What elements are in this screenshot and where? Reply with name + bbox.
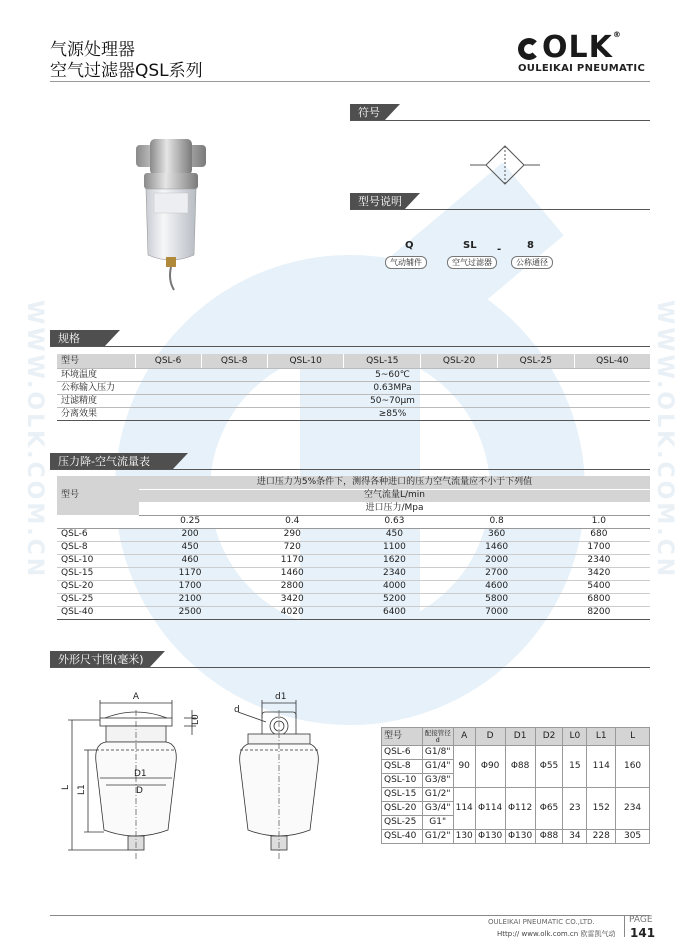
table-row [382,788,650,802]
spec-header-cell: QSL-40 [574,354,650,368]
flow-value: 1170 [241,554,343,567]
spec-row-value: ≥85% [135,407,650,420]
dim-value-l: 234 [616,788,650,830]
dim-value-l0: 34 [563,830,587,844]
dim-value-a: 90 [453,746,475,788]
flow-value: 5200 [343,593,445,606]
dim-model: QSL-8 [382,760,423,774]
section-tab-spec [50,330,120,347]
dim-value-d: Φ114 [475,788,505,830]
page-title [50,40,203,82]
dim-header-cell: 型号 [382,728,423,746]
page-title-line2: 空气过滤器QSL系列 [50,61,203,81]
flow-model: QSL-10 [57,554,139,567]
flow-value: 3420 [241,593,343,606]
section-spec-title: 规格 [58,332,80,345]
brand-reg: ® [612,30,622,39]
dim-port: G1/2" [422,830,453,844]
footer-divider [50,915,650,916]
flow-value: 1700 [548,541,650,554]
flow-value: 450 [343,528,445,541]
section-tab-flow [50,453,188,470]
flow-value: 1100 [343,541,445,554]
flow-value: 2500 [139,606,241,619]
dim-model: QSL-40 [382,830,423,844]
dim-label-a: A [132,692,140,702]
spec-header-cell: QSL-6 [135,354,201,368]
flow-value: 1700 [139,580,241,593]
dim-value-d2: Φ55 [535,746,563,788]
flow-model: QSL-6 [57,528,139,541]
model-code-part: Q [405,240,414,251]
front-view-drawing [60,690,210,870]
spec-row-value: 5~60℃ [135,368,650,381]
dim-header-cell: D [475,728,505,746]
dim-port: G1" [422,816,453,830]
flow-unit: 空气流量L/min [139,489,650,502]
side-view-drawing [230,690,320,870]
dimension-table [381,727,650,844]
model-code-label: 公称通径 [511,256,553,269]
page-number: 141 [630,926,656,940]
flow-model-header: 型号 [57,476,139,515]
spec-header-cell: QSL-10 [267,354,344,368]
dim-value-l1: 152 [587,788,616,830]
table-row [57,580,650,593]
header-divider [50,81,650,82]
section-model-rule [350,209,650,210]
spec-row-label: 公称输入压力 [57,381,135,394]
dim-model: QSL-10 [382,774,423,788]
dim-value-d2: Φ88 [535,830,563,844]
dim-header-cell: A [453,728,475,746]
dim-header-cell: L0 [563,728,587,746]
section-flow-rule [50,469,650,470]
flow-value: 5800 [446,593,548,606]
dim-value-d: Φ130 [475,830,505,844]
watermark-text-right: WWW.OLK.COM.CN [652,300,677,580]
footer-url: Http:// www.olk.com.cn 欧雷凯气动 [497,930,616,938]
flow-header-row [57,502,650,515]
footer-page-label: PAGE [629,915,653,925]
dim-value-d1: Φ130 [505,830,535,844]
flow-value: 1460 [241,567,343,580]
dim-model: QSL-20 [382,802,423,816]
dim-value-d: Φ90 [475,746,505,788]
model-code [385,240,560,270]
flow-header-row [57,476,650,489]
spec-header-row [57,354,650,368]
table-row [57,606,650,619]
table-row [57,554,650,567]
page-title-line1: 气源处理器 [50,40,135,60]
spec-header-cell: QSL-25 [497,354,574,368]
flow-value: 460 [139,554,241,567]
dim-port: G1/8" [422,746,453,760]
table-row [382,830,650,844]
dim-value-l: 160 [616,746,650,788]
dim-model: QSL-6 [382,746,423,760]
model-code-label: 空气过滤器 [447,256,497,269]
filter-symbol-icon [470,142,540,188]
flow-value: 5400 [548,580,650,593]
flow-pressure: 1.0 [548,515,650,528]
brand-subtitle: OULEIKAI PNEUMATIC [518,63,646,74]
model-code-part: 8 [527,240,534,251]
dim-label-d: D [136,786,143,796]
table-row [57,541,650,554]
section-tab-model [350,193,420,210]
dim-model: QSL-15 [382,788,423,802]
flow-pressure: 0.8 [446,515,548,528]
section-model-title: 型号说明 [358,195,402,208]
spec-row-value: 50~70μm [135,394,650,407]
spec-header-cell: 型号 [57,354,135,368]
spec-row-label: 过滤精度 [57,394,135,407]
flow-value: 6400 [343,606,445,619]
spec-header-cell: QSL-20 [421,354,498,368]
section-tab-symbol [350,104,400,121]
spec-row-label: 分离效果 [57,407,135,420]
dim-value-l: 305 [616,830,650,844]
flow-model: QSL-25 [57,593,139,606]
dim-value-a: 130 [453,830,475,844]
dim-port: G3/8" [422,774,453,788]
table-row [382,746,650,760]
dim-header-row [382,728,650,746]
flow-pressure: 0.25 [139,515,241,528]
dim-label-l0: L0 [191,714,201,725]
table-row [57,407,650,420]
flow-pressure: 0.4 [241,515,343,528]
dim-port: G1/4" [422,760,453,774]
flow-value: 680 [548,528,650,541]
dim-port: G3/4" [422,802,453,816]
flow-value: 2000 [446,554,548,567]
model-code-part: - [497,244,502,255]
flow-value: 4020 [241,606,343,619]
dim-value-l0: 15 [563,746,587,788]
table-row [57,528,650,541]
flow-pressure: 0.63 [343,515,445,528]
table-row [57,381,650,394]
model-code-part: SL [463,240,477,251]
dim-label-d1-side: d1 [275,692,287,702]
footer-separator [624,915,625,937]
brand-logo [518,30,648,74]
section-dims-rule [50,667,650,668]
dim-label-l1: L1 [77,784,87,795]
spec-table [57,354,650,421]
flow-value: 3420 [548,567,650,580]
footer-company: OULEIKAI PNEUMATIC CO.,LTD. [488,918,595,926]
dim-label-d-side: d [234,705,240,715]
dim-value-d1: Φ112 [505,788,535,830]
model-code-label: 气动辅件 [385,256,427,269]
section-spec-rule [50,346,650,347]
dim-value-d2: Φ65 [535,788,563,830]
dim-header-cell: L [616,728,650,746]
flow-model: QSL-8 [57,541,139,554]
dim-header-cell: 配接管径d [422,728,453,746]
flow-value: 450 [139,541,241,554]
spec-header-cell: QSL-8 [201,354,267,368]
spec-header-cell: QSL-15 [344,354,421,368]
flow-value: 1460 [446,541,548,554]
flow-value: 1620 [343,554,445,567]
flow-value: 4000 [343,580,445,593]
flow-value: 200 [139,528,241,541]
section-symbol-title: 符号 [358,106,380,119]
flow-value: 720 [241,541,343,554]
flow-header-row [57,489,650,502]
section-flow-title: 压力降-空气流量表 [58,455,150,468]
flow-value: 4600 [446,580,548,593]
section-tab-dims [50,651,165,668]
table-row [57,567,650,580]
dim-header-cell: L1 [587,728,616,746]
flow-value: 2340 [343,567,445,580]
flow-pressure-unit: 进口压力/Mpa [139,502,650,515]
flow-value: 1170 [139,567,241,580]
dim-port: G1/2" [422,788,453,802]
watermark-text-left: WWW.OLK.COM.CN [22,300,47,580]
flow-value: 7000 [446,606,548,619]
flow-model: QSL-40 [57,606,139,619]
product-photo [136,135,206,295]
dim-value-l0: 23 [563,788,587,830]
flow-value: 8200 [548,606,650,619]
dim-label-l: L [61,784,71,790]
dim-header-cell: D1 [505,728,535,746]
dim-value-l1: 114 [587,746,616,788]
spec-row-value: 0.63MPa [135,381,650,394]
flow-note: 进口压力为5%条件下，测得各种进口的压力空气流量应不小于下列值 [139,476,650,489]
dim-label-d1: D1 [134,769,147,779]
flow-pressure-row [57,515,650,528]
flow-model: QSL-15 [57,567,139,580]
dim-header-cell: D2 [535,728,563,746]
flow-model: QSL-20 [57,580,139,593]
dim-value-a: 114 [453,788,475,830]
flow-value: 6800 [548,593,650,606]
section-dims-title: 外形尺寸图(毫米) [58,653,144,666]
flow-value: 2700 [446,567,548,580]
dim-value-d1: Φ88 [505,746,535,788]
flow-table [57,476,650,620]
table-row [57,593,650,606]
table-row [57,394,650,407]
table-row [57,368,650,381]
brand-name: OLK [542,30,613,65]
dim-model: QSL-25 [382,816,423,830]
brand-mark [518,30,648,65]
dim-value-l1: 228 [587,830,616,844]
brand-c-icon [518,38,540,60]
spec-row-label: 环境温度 [57,368,135,381]
section-symbol-rule [350,120,650,121]
flow-value: 290 [241,528,343,541]
flow-value: 2100 [139,593,241,606]
flow-value: 2800 [241,580,343,593]
flow-value: 2340 [548,554,650,567]
flow-value: 360 [446,528,548,541]
